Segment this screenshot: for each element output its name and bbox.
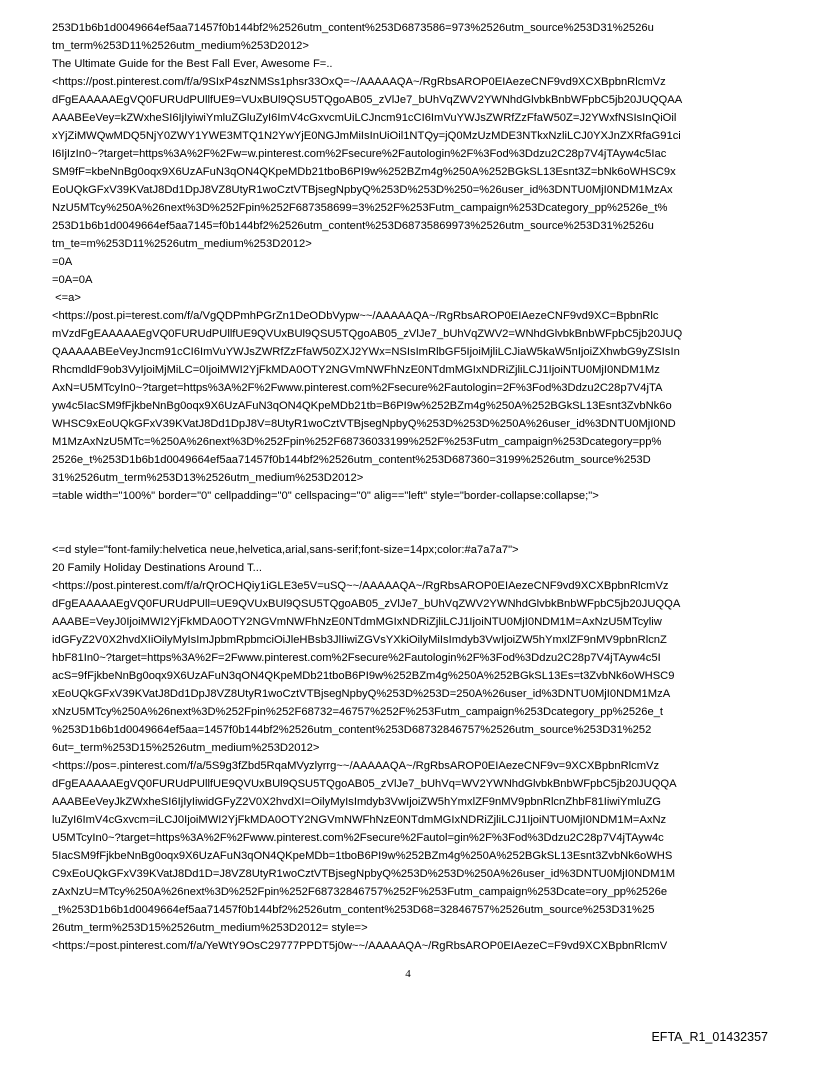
text-line: <https://post.pinterest.com/f/a/rQrOCHQiy1iGLE3e5V=uSQ~~/AAAAAQA~/RgRbsAROP0EIAezeCNF9vd9XCXBpbnRlcmVz [52,580,669,592]
text-line: dFgEAAAAAEgVQ0FURUdPUllfUE9=VUxBUl9QSU5TQgoAB05_zVlJe7_bUhVqZWV2YWNhdGlvbkBnbWFpbC5jb20JUQQAA [52,94,683,106]
text-line: dFgEAAAAAEgVQ0FURUdPUllfUE9QVUxBUl9QSU5TQgoAB05_zVlJe7_bUhVq=WV2YWNhdGlvbkBnbWFpbC5jb20JUQQA [52,778,677,790]
text-line: 253D1b6b1d0049664ef5aa7145=f0b144bf2%2526utm_content%253D68735869973%2526utm_source%253D31%2526u [52,220,654,232]
text-line: tm_term%253D11%2526utm_medium%253D2012> [52,40,309,52]
text-line: mVzdFgEAAAAAEgVQ0FURUdPUllfUE9QVUxBUl9QSU5TQgoAB05_zVlJe7_bUhVqZWV2=WNhdGlvbkBnbWFpbC5jb20JUQ [52,328,683,340]
text-line: 6ut=_term%253D15%2526utm_medium%253D2012> [52,742,320,754]
text-line: tm_te=m%253D11%2526utm_medium%253D2012> [52,238,312,250]
text-line: I6IjIzIn0~?target=https%3A%2F%2Fw=w.pinterest.com%2Fsecure%2Fautologin%2F%3Fod%3Ddzu2C28p7V4jTAyw4c5Iac [52,148,667,160]
text-line: <=d style="font-family:helvetica neue,helvetica,arial,sans-serif;font-size=14px;color:#a7a7a7"> [52,544,519,556]
text-line: idGFyZ2V0X2hvdXIiOilyMyIsImJpbmRpbmciOiJleHBsb3JlIiwiZGVsYXkiOilyMiIsImdyb3VwIjoiZW5hYmxlZF9nMV9pbnRlcnZ [52,634,667,646]
text-line: xNzU5MTcy%250A%26next%3D%252Fpin%252F68732=46757%252F%253Futm_campaign%253Dcategory_pp%2526e_t [52,706,664,718]
text-line: <https://post.pinterest.com/f/a/9SIxP4szNMSs1phsr33OxQ=~/AAAAAQA~/RgRbsAROP0EIAezeCNF9vd9XCXBpbnRlcmVz [52,76,666,88]
text-line: xEoUQkGFxV39KVatJ8Dd1DpJ8VZ8UtyR1woCztVTBjsegNpbyQ%253D%253D=250A%26user_id%3DNTU0MjI0NDM1MzA [52,688,671,700]
email-body-text [52,19,772,955]
text-line: %253D1b6b1d0049664ef5aa=1457f0b144bf2%2526utm_content%253D68732846757%2526utm_source%253D31%252 [52,724,652,736]
text-line: =0A=0A [52,274,93,286]
text-line: RhcmdldF9ob3VyIjoiMjMiLC=0IjoiMWI2YjFkMDA0OTY2NGVmNWFhNzE0NTdmMGIxNDRiZjliLCJ1IjoiNTU0MjI0NDM1Mz [52,364,660,376]
text-line: xYjZiMWQwMDQ5NjY0ZWY1YWE3MTQ1N2YwYjE0NGJmMiIsInUiOil1NTQy=jQ0MzUzMDE3NTkxNzliLCJ0YXJnZXRfaG91ci [52,130,681,142]
text-line: U5MTcyIn0~?target=https%3A%2F%2Fwww.pinterest.com%2Fsecure%2Fautol=gin%2F%3Fod%3Ddzu2C28p7V4jTAyw4c [52,832,664,844]
text-line: hbF81In0~?target=https%3A%2F=2Fwww.pinterest.com%2Fsecure%2Fautologin%2F%3Fod%3Ddzu2C28p7V4jTAyw4c5I [52,652,661,664]
text-line: AAABEeVey=kZWxheSI6IjIyiwiYmluZGluZyI6ImV4cGxvcmUiLCJncm91cCI6ImVuYWJsZWRfZzFfaW50Z=J2YWxfNSIsInQiOil [52,112,677,124]
text-block-lower [52,541,772,955]
text-line: 26utm_term%253D15%2526utm_medium%253D2012= style=> [52,922,368,934]
text-line: 20 Family Holiday Destinations Around T... [52,562,262,574]
text-line: NzU5MTcy%250A%26next%3D%252Fpin%252F687358699=3%252F%253Futm_campaign%253Dcategory_pp%2526e_t% [52,202,668,214]
text-line: The Ultimate Guide for the Best Fall Ever, Awesome F=.. [52,58,333,70]
text-line: luZyI6ImV4cGxvcm=iLCJ0IjoiMWI2YjFkMDA0OTY2NGVmNWFhNzE0NTdmMGIxNDRiZjliLCJ1IjoiNTU0MjI0NDM1M=AxNz [52,814,667,826]
text-line: M1MzAxNzU5MTc=%250A%26next%3D%252Fpin%252F68736033199%252F%253Futm_campaign%253Dcategory=pp% [52,436,662,448]
text-line: 253D1b6b1d0049664ef5aa71457f0b144bf2%2526utm_content%253D6873586=973%2526utm_source%253D31%2526u [52,22,654,34]
text-line: AAABE=VeyJ0IjoiMWI2YjFkMDA0OTY2NGVmNWFhNzE0NTdmMGIxNDRiZjliLCJ1IjoiNTU0MjI0NDM1M=AxNzU5MTcyliw [52,616,662,628]
text-line: <https:/=post.pinterest.com/f/a/YeWtY9OsC29777PPDT5j0w~~/AAAAAQA~/RgRbsAROP0EIAezeC=F9vd9XCXBpbnRlcmV [52,940,668,952]
text-line: EoUQkGFxV39KVatJ8Dd1DpJ8VZ8UtyR1woCztVTBjsegNpbyQ%253D%253D%250=%26user_id%3DNTU0MjI0NDM1MzAx [52,184,673,196]
text-line: zAxNzU=MTcy%250A%26next%3D%252Fpin%252F68732846757%252F%253Futm_campaign%253Dcate=ory_pp%2526e [52,886,668,898]
text-line: acS=9fFjkbeNnBg0oqx9X6UzAFuN3qON4QKpeMDb21tboB6PI9w%252BZm4g%250A%252BGkSL13Es=t3ZvbNk6oWHSC9 [52,670,675,682]
text-line: SM9fF=kbeNnBg0oqx9X6UzAFuN3qON4QKpeMDb21tboB6PI9w%252BZm4g%250A%252BGkSL13Esnt3Z=bNk6oWHSC9x [52,166,676,178]
text-line: =0A [52,256,73,268]
text-line: <https://post.pi=terest.com/f/a/VgQDPmhPGrZn1DeODbVypw~~/AAAAAQA~/RgRbsAROP0EIAezeCNF9vd9XC=BpbnRlc [52,310,659,322]
text-line: AxN=U5MTcyIn0~?target=https%3A%2F%2Fwww.pinterest.com%2Fsecure%2Fautologin=2F%3Fod%3Ddzu2C28p7V4jTA [52,382,663,394]
text-line: 2526e_t%253D1b6b1d0049664ef5aa71457f0b144bf2%2526utm_content%253D687360=3199%2526utm_source%253D [52,454,651,466]
text-line: yw4c5IacSM9fFjkbeNnBg0oqx9X6UzAFuN3qON4QKpeMDb21tb=B6PI9w%252BZm4g%250A%252BGkSL13Esnt3ZvbNk6o [52,400,672,412]
text-line: <https://pos=.pinterest.com/f/a/5S9g3fZbd5RqaMVyzlyrrg~~/AAAAAQA~/RgRbsAROP0EIAezeCNF9v=9XCXBpbnRlcmVz [52,760,660,772]
text-line: 31%2526utm_term%253D13%2526utm_medium%253D2012> [52,472,364,484]
text-line: QAAAAABEeVeyJncm91cCI6ImVuYWJsZWRfZzFfaW50ZXJ2YWx=NSIsImRlbGF5IjoiMjliLCJiaW5kaW5nIjoiZXhwbG9yZSIsIn [52,346,680,358]
text-line: WHSC9xEoUQkGFxV39KVatJ8Dd1DpJ8V=8UtyR1woCztVTBjsegNpbyQ%253D%253D%250A%26user_id%3DNTU0MjI0ND [52,418,676,430]
text-line: dFgEAAAAAEgVQ0FURUdPUll=UE9QVUxBUl9QSU5TQgoAB05_zVlJe7_bUhVqZWV2YWNhdGlvbkBnbWFpbC5jb20JUQQA [52,598,681,610]
text-line: AAABEeVeyJkZWxheSI6IjIyIiwidGFyZ2V0X2hvdXI=OilyMyIsImdyb3VwIjoiZW5hYmxlZF9nMV9pbnRlcnZhbF81IiwiYmluZG [52,796,661,808]
document-id-footer: EFTA_R1_01432357 [651,1030,768,1044]
text-line: =table width="100%" border="0" cellpadding="0" cellspacing="0" alig=="left" style="border-collapse:collapse;"> [52,490,599,502]
text-line: <=a> [52,292,81,304]
text-line: C9xEoUQkGFxV39KVatJ8Dd1D=J8VZ8UtyR1woCztVTBjsegNpbyQ%253D%253D%250A%26user_id%3DNTU0MjI0NDM1M [52,868,676,880]
page-number: 4 [405,968,411,980]
blank-gap [52,505,772,541]
text-block-upper [52,19,772,505]
text-line: _t%253D1b6b1d0049664ef5aa71457f0b144bf2%2526utm_content%253D68=32846757%2526utm_source%253D31%25 [52,904,655,916]
text-line: 5IacSM9fFjkbeNnBg0oqx9X6UzAFuN3qON4QKpeMDb=1tboB6PI9w%252BZm4g%250A%252BGkSL13Esnt3ZvbNk6oWHS [52,850,673,862]
